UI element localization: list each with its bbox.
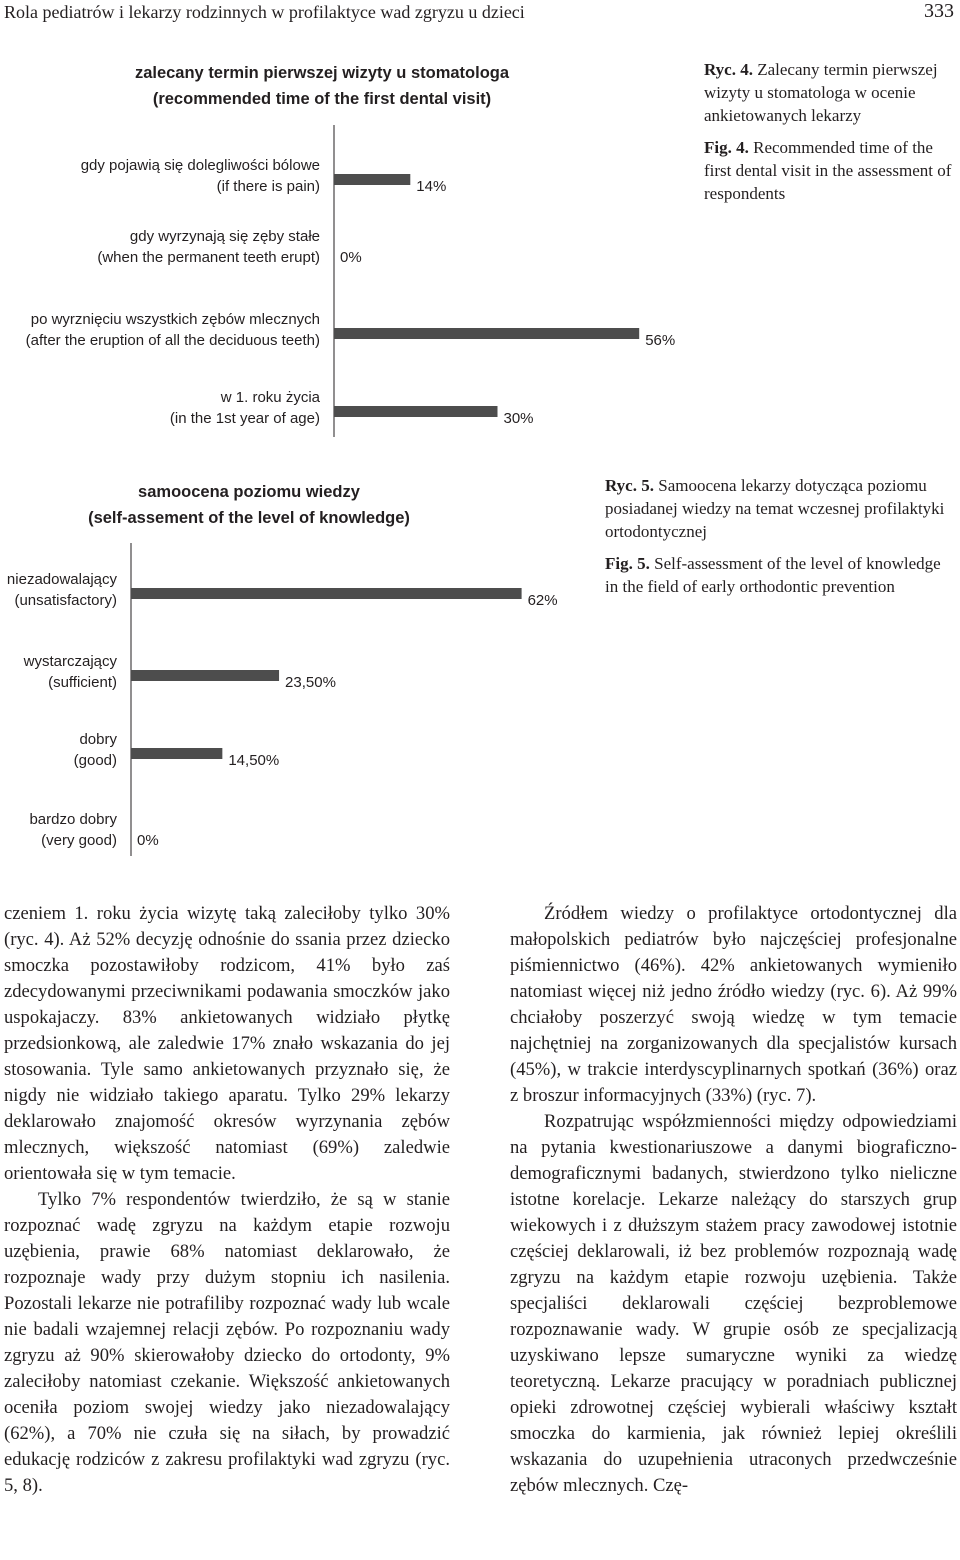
fig5-pl-text: Samoocena lekarzy dotycząca poziomu posiadanej wiedzy na temat wczesnej profilaktyki ortodontycznej [605,476,945,541]
fig5-value-label: 62% [527,592,558,609]
fig4-category-label-pl: w 1. roku życia [220,389,320,406]
fig4-value-label: 56% [645,332,676,349]
fig5-title: samoocena poziomu wiedzy [138,483,360,501]
fig5-value-label: 14,50% [228,752,280,769]
fig4-subtitle: (recommended time of the first dental visit) [152,90,492,108]
fig5-category-label-pl: wystarczający [23,653,117,670]
figure-4-chart [26,64,676,437]
fig4-category-label-pl: gdy pojawią się dolegliwości bólowe [80,157,320,174]
fig5-subtitle: (self-assement of the level of knowledge) [88,509,410,527]
fig5-category-label-pl: bardzo dobry [29,811,117,828]
fig5-caption [605,474,957,607]
right-paragraph-1: Źródłem wiedzy o profilaktyce ortodontycznej dla małopolskich pediatrów było najczęściej profesjonalne piśmiennictwo (46%). 42% ankietowanych wymieniło natomiast więcej niż jedno źródło wiedzy (ryc. 6). Aż 99% chciałoby poszerzyć swoją wiedzę w tym temacie najchętniej na zorganizowanych dla specjalistów kursach (45%), w trakcie interdyscyplinarnych spotkań (36%) oraz z broszur informacyjnych (33%) (ryc. 7). [510,903,957,1106]
fig5-category-label-pl: dobry [79,731,117,748]
left-paragraph-2: Tylko 7% respondentów twierdziło, że są w stanie rozpoznać wadę zgryzu na każdym etapie rozwoju uzębienia, prawie 68% natomiast deklarowało, że rozpoznaje wady przy dużym stopniu ich nasilenia. Pozostali lekarze nie potrafiliby rozpoznać wady lub wcale nie badali wzajemnej relacji zębów. Po rozpoznaniu wady zgryzu aż 90% skierowałoby dziecko do ortodonty, 9% zaleciłoby natomiast czekanie. Większość ankietowanych oceniła poziom swojej wiedzy jako niezadowalający (62%), a 70% nie czuła się na siłach, by prowadzić edukację rodziców z zakresu profilaktyki wad zgryzu (ryc. 5, 8). [4,1189,450,1496]
fig5-category-label-en: (very good) [41,832,117,849]
fig4-value-label: 0% [340,249,362,266]
left-paragraph-1: czeniem 1. roku życia wizytę taką zaleciłoby tylko 30% (ryc. 4). Aż 52% decyzję odnośnie do ssania przez dziecko smoczka pozostawiłoby rodzicom, 41% było zaś zdecydowanymi przeciwnikami podawania smoczków jako uspokajaczy. 83% ankietowanych widziało płytkę przedsionkową, ale zaledwie 17% znało wskazania do jej stosowania. Tyle samo ankietowanych przyznało się, że nigdy nie widziało takiego aparatu. Tylko 29% lekarzy deklarowało znajomość okresów wyrzynania zębów mlecznych, większość natomiast (69%) zaledwie orientowała się w tym temacie. [4,903,450,1184]
fig4-bar [334,406,498,417]
fig4-category-label-en: (if there is pain) [216,178,320,195]
fig4-en-label: Fig. 4. [704,138,749,157]
fig5-en-text: Self-assessment of the level of knowledge in the field of early orthodontic prevention [605,554,941,596]
fig5-en-label: Fig. 5. [605,554,650,573]
fig4-category-label-en: (in the 1st year of age) [169,410,320,427]
fig5-category-label-en: (sufficient) [48,674,117,691]
fig5-category-label-pl: niezadowalający [6,571,117,588]
fig4-title: zalecany termin pierwszej wizyty u stomatologa [134,64,510,82]
figure-5-chart [7,483,558,856]
fig4-bar [334,174,410,185]
fig4-value-label: 30% [503,410,534,427]
fig5-category-label-en: (good) [73,752,117,769]
fig4-bar [334,328,639,339]
fig5-pl-label: Ryc. 5. [605,476,654,495]
running-title: Rola pediatrów i lekarzy rodzinnych w profilaktyce wad zgryzu u dzieci [4,2,525,22]
fig5-value-label: 23,50% [285,674,336,691]
right-paragraph-2: Rozpatrując współzmienności między odpowiedziami na pytania kwestionariuszowe a danymi biograficzno-demograficznymi badanych, stwierdzono tylko nieliczne istotne korelacje. Lekarze należący do starszych grup wiekowych i z dłuższym stażem pracy zawodowej istotnie częściej deklarowali, iż bez problemów rozpoznają wadę zgryzu na każdym etapie rozwoju uzębienia. Także specjaliści deklarowali częściej bezproblemowe rozpoznawanie wady. W grupie osób ze specjalizacją uzyskiwano lepsze sumaryczne wyniki za wiedzę teoretyczną. Lekarze pracujący w poradniach publicznej opieki zdrowotnej częściej wybierali właściwy kształt smoczka do karmienia, jak również lepiej określili wskazania do uzupełnienia utraconych przedwcześnie zębów mlecznych. Czę- [510,1111,957,1496]
fig4-category-label-pl: po wyrznięciu wszystkich zębów mlecznych [30,311,320,328]
fig5-category-label-en: (unsatisfactory) [14,592,117,609]
fig4-category-label-en: (when the permanent teeth erupt) [97,249,320,266]
fig5-value-label: 0% [137,832,159,849]
fig4-category-label-en: (after the eruption of all the deciduous teeth) [25,332,320,349]
fig4-caption [704,58,956,214]
fig5-bar [131,588,522,599]
body-column-right [510,901,957,1499]
fig4-value-label: 14% [416,178,447,195]
fig5-bar [131,670,279,681]
page-number: 333 [924,0,954,22]
fig5-bar [131,748,222,759]
fig4-pl-text: Zalecany termin pierwszej wizyty u stomatologa w ocenie ankietowanych lekarzy [704,60,938,125]
fig4-en-text: Recommended time of the first dental visit in the assessment of respondents [704,138,952,203]
fig4-pl-label: Ryc. 4. [704,60,753,79]
fig4-category-label-pl: gdy wyrzynają się zęby stałe [129,228,320,245]
body-column-left [4,901,450,1499]
